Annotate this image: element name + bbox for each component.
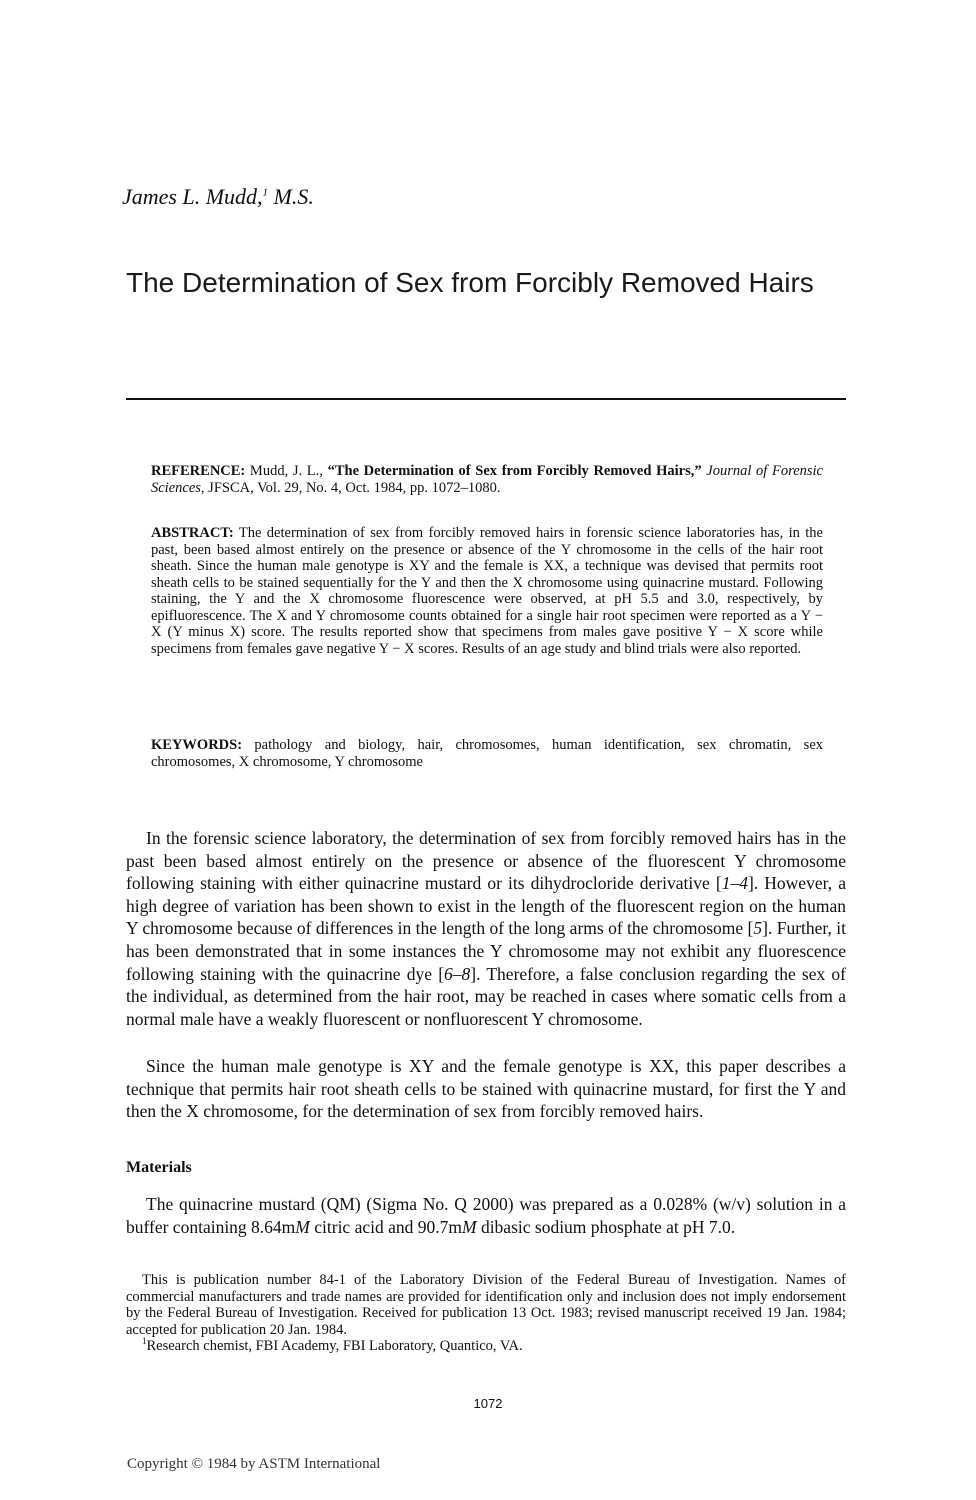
- page-number: 1072: [473, 1396, 503, 1411]
- author-degree: M.S.: [268, 184, 314, 209]
- body-text-segment: citric acid and 90.7m: [309, 1216, 462, 1237]
- body-text-segment: The quinacrine mustard (QM) (Sigma No. Q 2000) was prepared as a 0.028% (w/v) solution in a buffer containing 8.64m: [126, 1194, 846, 1237]
- author-footnote-mark: 1: [262, 186, 269, 199]
- keywords-text: pathology and biology, hair, chromosomes, human identification, sex chromatin, sex chromosomes, X chromosome, Y chromosome: [151, 737, 823, 770]
- article-title: The Determination of Sex from Forcibly Removed Hairs: [126, 267, 814, 298]
- keywords-block: [151, 737, 823, 770]
- unit-symbol: M: [461, 1216, 477, 1237]
- body-text-segment: In the forensic science laboratory, the determination of sex from forcibly removed hairs has in the past been based almost entirely on the presence or absence of the fluorescent Y chromosome following staining with either quinacrine mustard or its dihydrocloride derivative [: [126, 828, 846, 894]
- reference-article-title: “The Determination of Sex from Forcibly Removed Hairs,”: [327, 463, 702, 479]
- citation: 5: [753, 918, 763, 939]
- body-paragraph-1: [126, 827, 846, 1030]
- citation: 1–4: [721, 873, 748, 894]
- citation: 6–8: [444, 963, 471, 984]
- keywords-label: KEYWORDS:: [151, 737, 243, 753]
- abstract-label: ABSTRACT:: [151, 525, 234, 541]
- body-text-segment: ]. Therefore, a false conclusion regarding the sex of the individual, as determined from the hair root, may be reached in cases where somatic cells from a normal male have a weakly fluorescent or nonfluorescent Y chromosome.: [126, 963, 846, 1029]
- footnote-text: This is publication number 84-1 of the Laboratory Division of the Federal Bureau of Investigation. Names of commercial manufacturers and trade names are provided for identification only and inclusion does not imply endorsement by the Federal Bureau of Investigation. Received for publication 13 Oct. 1983; revised manuscript received 19 Jan. 1984; accepted for publication 20 Jan. 1984.: [126, 1272, 846, 1338]
- abstract-text: The determination of sex from forcibly removed hairs in forensic science laboratories has, in the past, been based almost entirely on the presence or absence of the Y chromosome in the cells of the hair root sheath. Since the human male genotype is XY and the female is XX, a technique was devised that permits root sheath cells to be stained sequentially for the Y and then the X chromosome using quinacrine mustard. Following staining, the Y and the X chromosome fluorescence were observed, at pH 5.5 and 3.0, respectively, by epifluorescence. The X and Y chromosome counts obtained for a single hair root specimen were reported as a Y − X (Y minus X) score. The results reported show that specimens from males gave positive Y − X score while specimens from females gave negative Y − X scores. Results of an age study and blind trials were also reported.: [151, 525, 823, 657]
- body-paragraph-2: [126, 1055, 846, 1123]
- reference-authors: Mudd, J. L.,: [245, 463, 328, 479]
- footnote-affiliation: [126, 1338, 846, 1355]
- body-text-segment: dibasic sodium phosphate at pH 7.0.: [476, 1216, 736, 1237]
- footnote-block: [126, 1272, 846, 1355]
- copyright-notice: Copyright © 1984 by ASTM International: [127, 1456, 381, 1472]
- affiliation-text: Research chemist, FBI Academy, FBI Laboratory, Quantico, VA.: [146, 1338, 523, 1355]
- title-divider: [126, 398, 846, 400]
- materials-paragraph: [126, 1193, 846, 1238]
- abstract-block: [151, 525, 823, 657]
- reference-label: REFERENCE:: [151, 463, 246, 479]
- affiliation-mark: 1: [142, 1336, 147, 1347]
- reference-block: [151, 463, 823, 496]
- author-name: James L. Mudd,: [122, 184, 263, 209]
- author-line: [122, 184, 314, 210]
- body-text-segment: Since the human male genotype is XY and the female genotype is XX, this paper describes a technique that permits hair root sheath cells to be stained with quinacrine mustard, for first the Y and then the X chromosome, for the determination of sex from forcibly removed hairs.: [126, 1056, 846, 1122]
- reference-journal: Journal of Forensic Sciences: [151, 463, 823, 496]
- body-text-segment: ]. However, a high degree of variation has been shown to exist in the length of the fluorescent region on the human Y chromosome because of differences in the length of the long arms of the chromosome [: [126, 873, 846, 939]
- unit-symbol: M: [295, 1216, 310, 1237]
- reference-details: , JFSCA, Vol. 29, No. 4, Oct. 1984, pp. 1072–1080.: [200, 479, 501, 496]
- body-text-segment: ]. Further, it has been demonstrated that in some instances the Y chromosome may not exhibit any fluorescence following staining with the quinacrine dye [: [126, 918, 847, 984]
- section-heading-materials: Materials: [126, 1159, 192, 1176]
